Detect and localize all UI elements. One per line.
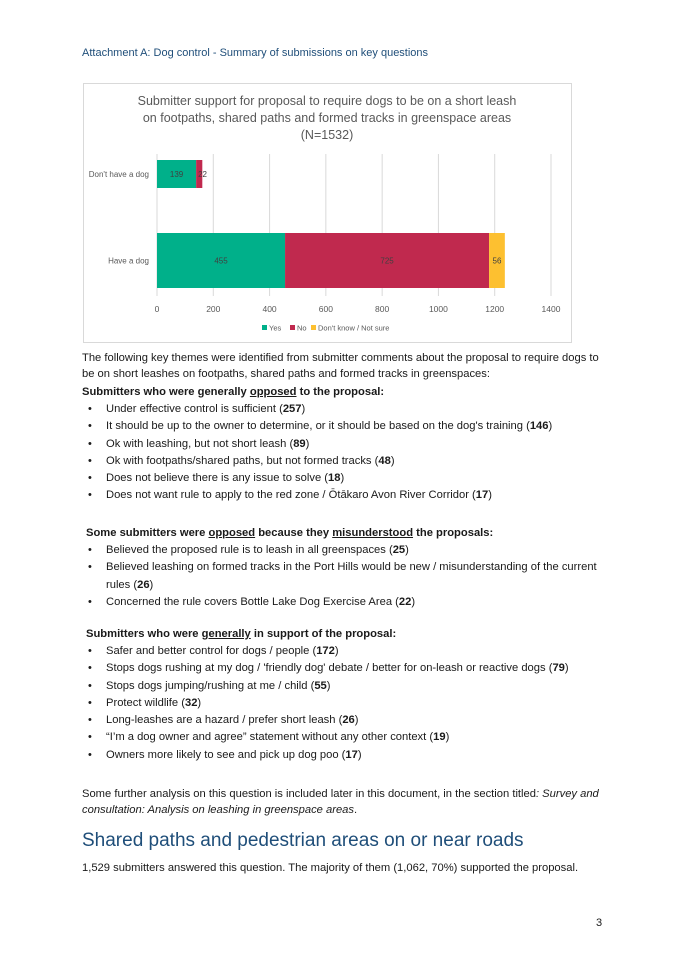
misunderstood-section xyxy=(82,527,612,611)
list-item: • Ok with leashing, but not short leash (89) xyxy=(82,436,612,453)
x-tick-label: 1000 xyxy=(428,304,448,314)
count-value: 26 xyxy=(342,714,355,727)
stacked-bar-chart xyxy=(84,84,571,342)
count-value: 19 xyxy=(433,731,446,744)
section-heading: Shared paths and pedestrian areas on or near roads xyxy=(82,830,524,851)
list-item: • Protect wildlife (32) xyxy=(82,695,612,712)
intro-paragraph: The following key themes were identified from submitter comments about the proposal to require dogs to be on short leashes on footpaths, shared paths and formed tracks in greenspaces: xyxy=(82,352,599,380)
chart-title-line: Submitter support for proposal to require dogs to be on a short leash xyxy=(137,94,517,108)
legend-swatch xyxy=(311,325,316,330)
data-label: 22 xyxy=(198,170,208,179)
data-label: 139 xyxy=(169,170,184,179)
x-tick-label: 600 xyxy=(318,304,333,314)
list-item: • It should be up to the owner to determine, or it should be based on the dog's training (146) xyxy=(82,418,612,435)
list-item: • Does not believe there is any issue to solve (18) xyxy=(82,470,612,487)
support-heading: Submitters who were generally in support of the proposal: xyxy=(86,628,397,640)
count-value: 48 xyxy=(378,454,391,467)
list-item: • Believed the proposed rule is to leash in all greenspaces (25) xyxy=(82,542,612,559)
count-value: 18 xyxy=(328,472,341,485)
chart-title-line: (N=1532) xyxy=(300,128,354,142)
page-number: 3 xyxy=(596,917,603,929)
list-item: • Ok with footpaths/shared paths, but not formed tracks (48) xyxy=(82,453,612,470)
chart-container xyxy=(83,83,572,343)
count-value: 146 xyxy=(529,420,549,433)
list-item: • Under effective control is sufficient (257) xyxy=(82,401,612,418)
count-value: 172 xyxy=(316,645,335,657)
x-tick-label: 200 xyxy=(206,304,221,314)
x-tick-label: 0 xyxy=(154,304,160,314)
count-value: 257 xyxy=(282,403,302,415)
opposed-section xyxy=(82,386,612,505)
data-label: 455 xyxy=(214,256,228,266)
list-item: • Stops dogs jumping/rushing at me / child (55) xyxy=(82,678,612,695)
list-item: • Stops dogs rushing at my dog / 'friendly dog' debate / better for on-leash or reactive dogs (79) xyxy=(82,660,612,677)
x-tick-label: 400 xyxy=(262,304,277,314)
count-value: 79 xyxy=(552,662,565,675)
support-list xyxy=(82,643,612,764)
misunderstood-list xyxy=(82,542,612,611)
count-value: 26 xyxy=(137,578,150,591)
count-value: 17 xyxy=(475,489,489,502)
list-item: • Safer and better control for dogs / people (172) xyxy=(82,643,612,660)
x-tick-label: 1200 xyxy=(485,304,505,314)
y-category-label: Don't have a dog xyxy=(88,170,149,179)
list-item: • “I’m a dog owner and agree” statement without any other context (19) xyxy=(82,729,612,746)
y-category-label: Have a dog xyxy=(108,256,149,266)
list-item: • Concerned the rule covers Bottle Lake Dog Exercise Area (22) xyxy=(82,594,612,611)
legend-swatch xyxy=(262,325,267,330)
chart-title-line: on footpaths, shared paths and formed tracks in greenspace areas xyxy=(142,111,512,125)
list-item: • Believed leashing on formed tracks in the Port Hills would be new / misunderstanding of the current rules (26) xyxy=(82,559,612,594)
further-analysis-paragraph: Some further analysis on this question is included later in this document, in the section titled: Survey and consultation: Analysis on leashing in greenspace areas. xyxy=(82,788,599,816)
legend-label: No xyxy=(297,323,307,333)
list-item: • Owners more likely to see and pick up dog poo (17) xyxy=(82,747,612,764)
data-label: 725 xyxy=(380,256,394,266)
count-value: 25 xyxy=(392,544,406,556)
misunderstood-heading: Some submitters were opposed because they misunderstood the proposals: xyxy=(86,527,494,539)
count-value: 32 xyxy=(184,696,198,709)
list-item: • Long-leashes are a hazard / prefer short leash (26) xyxy=(82,712,612,729)
count-value: 89 xyxy=(293,437,306,450)
answered-paragraph: 1,529 submitters answered this question. The majority of them (1,062, 70%) supported the proposal. xyxy=(82,862,579,874)
count-value: 55 xyxy=(314,679,327,692)
legend-label: Don't know / Not sure xyxy=(318,323,390,333)
x-tick-label: 800 xyxy=(375,304,390,314)
opposed-heading: Submitters who were generally opposed to the proposal: xyxy=(82,386,385,398)
opposed-list xyxy=(82,401,612,505)
count-value: 22 xyxy=(398,595,412,608)
legend-label: Yes xyxy=(269,323,282,333)
list-item: • Does not want rule to apply to the red zone / Ōtākaro Avon River Corridor (17) xyxy=(82,487,612,504)
page-header: Attachment A: Dog control - Summary of submissions on key questions xyxy=(82,47,429,59)
count-value: 17 xyxy=(345,748,358,761)
legend-swatch xyxy=(290,325,295,330)
support-section xyxy=(82,628,612,764)
data-label: 56 xyxy=(492,256,502,266)
x-tick-label: 1400 xyxy=(541,304,561,314)
